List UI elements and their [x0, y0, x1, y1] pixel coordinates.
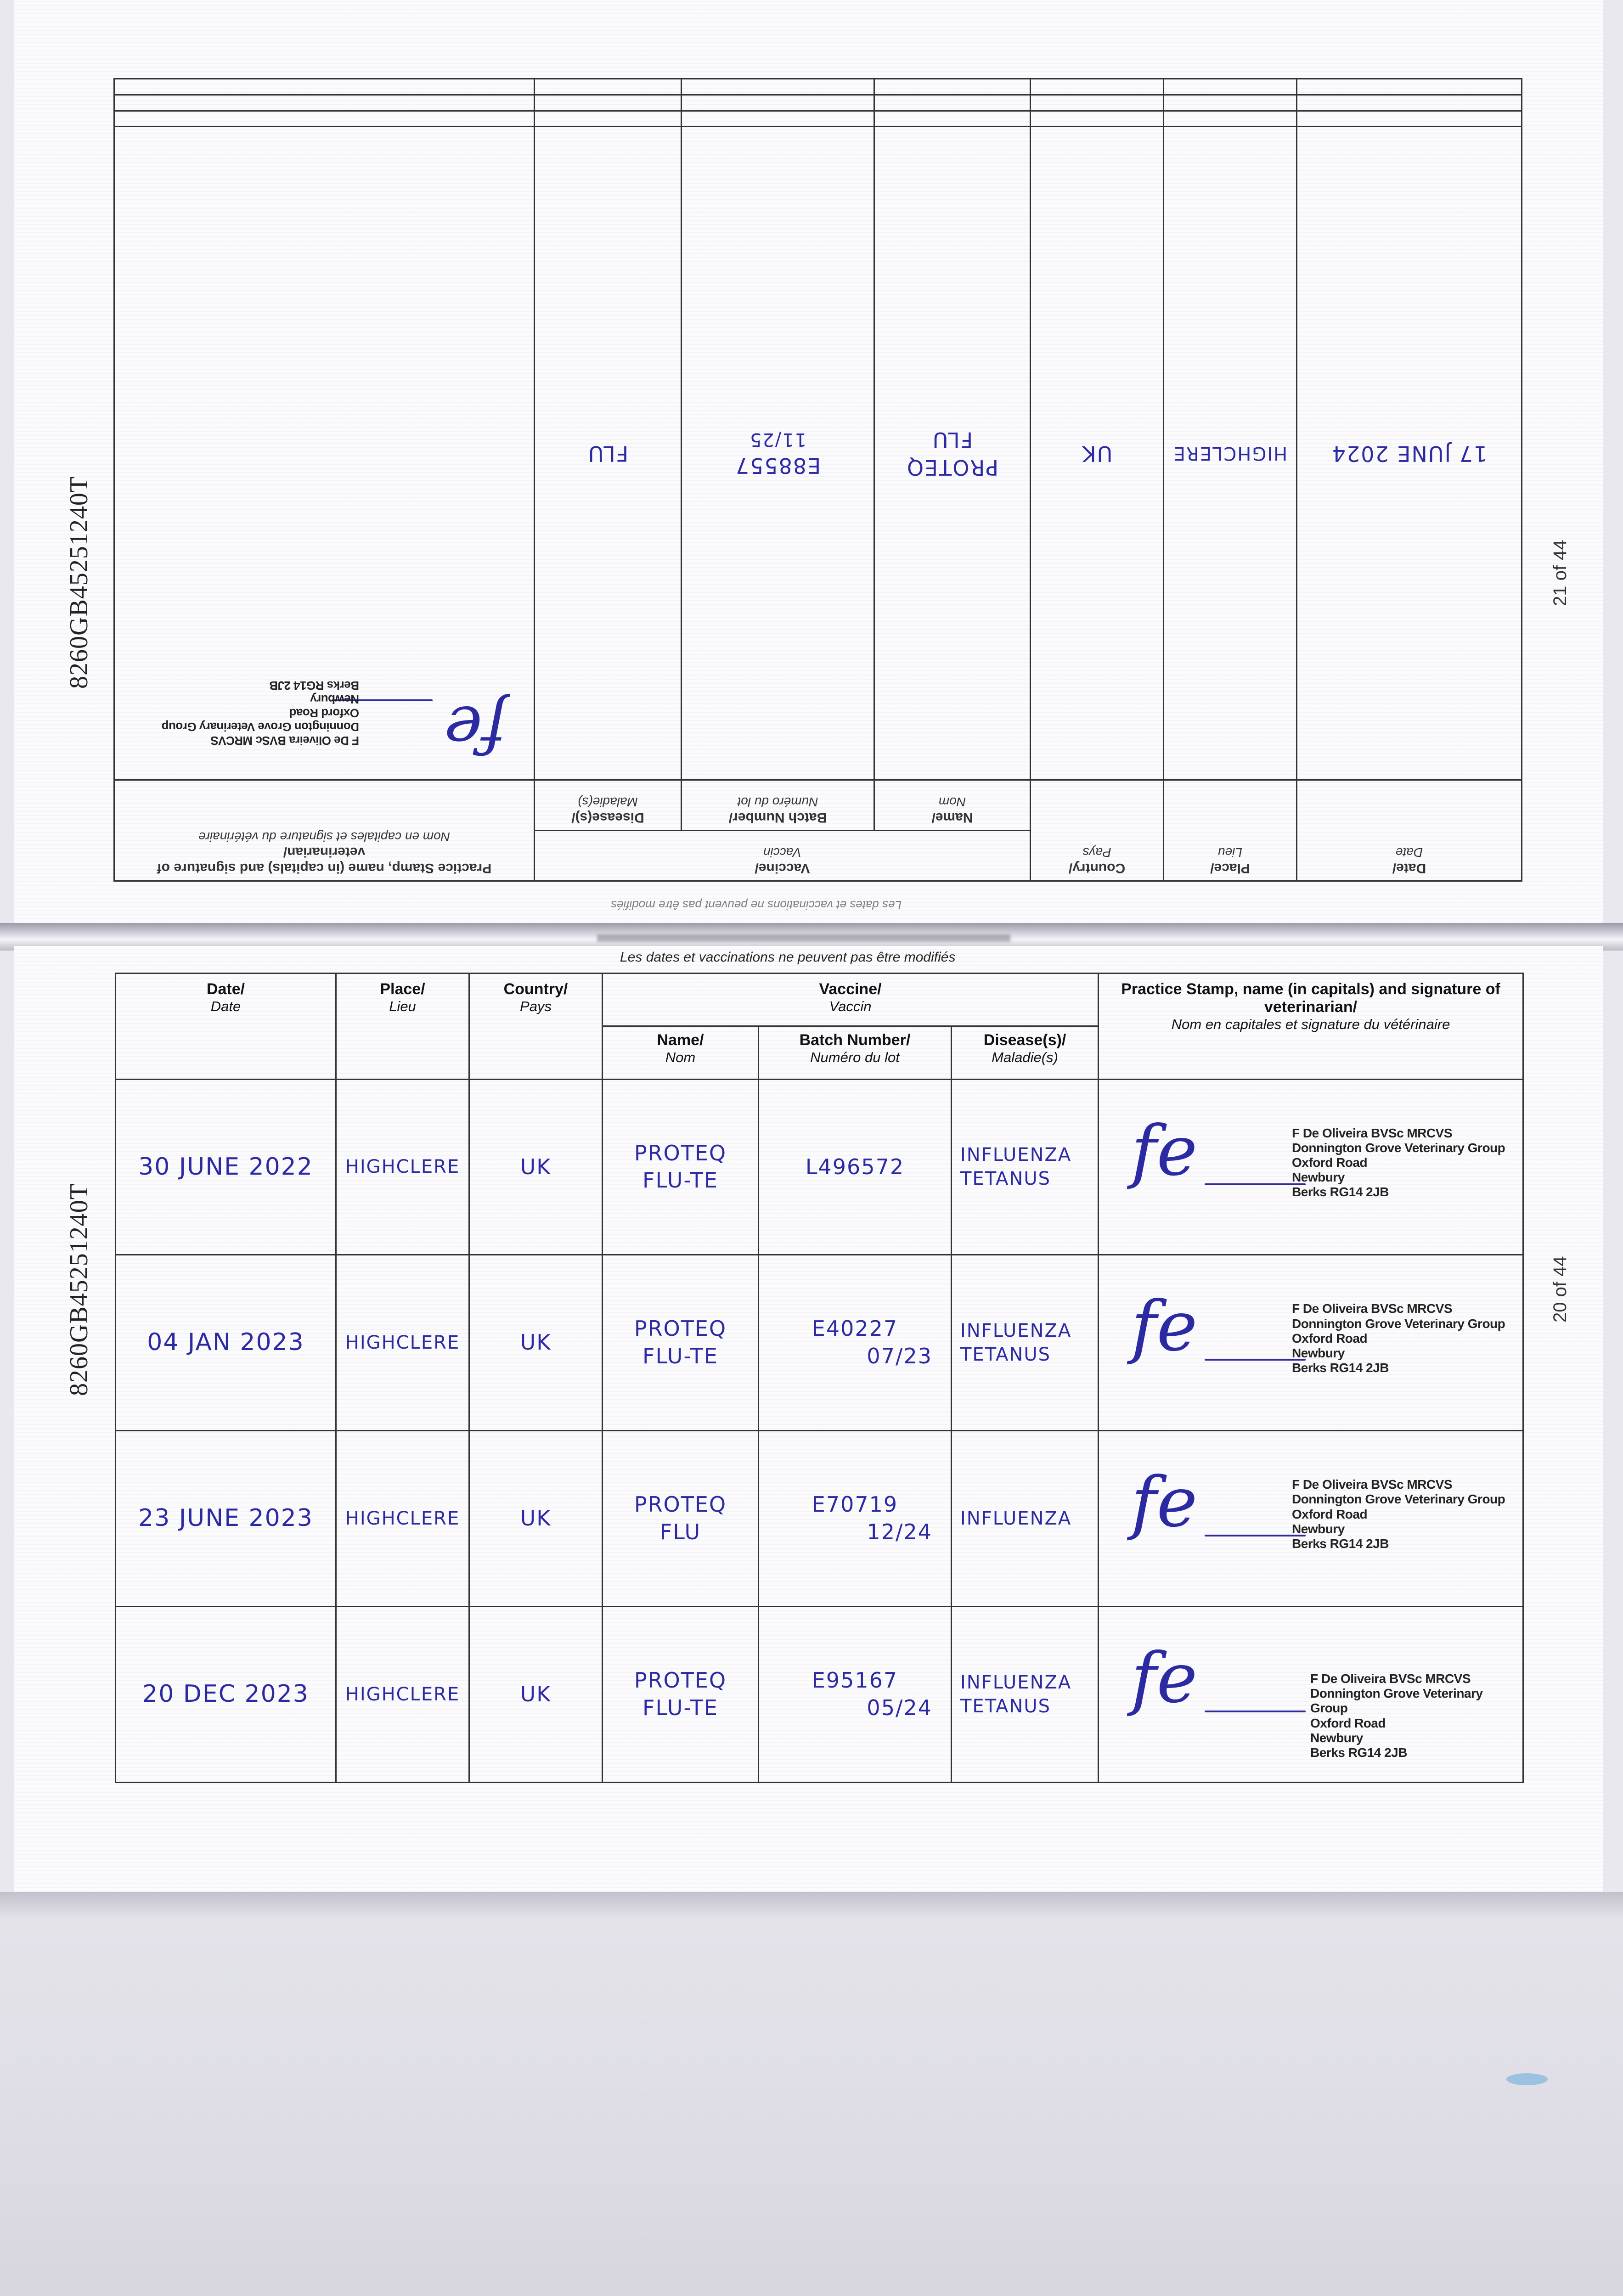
signature-stroke [1205, 1359, 1306, 1361]
cell-vaccine-name: PROTEQ FLU [603, 1431, 759, 1607]
cell-stamp [1099, 1255, 1523, 1431]
cell-vaccine-name: PROTEQ FLU [874, 127, 1031, 780]
header-disease: Disease(s)/ Maladie(s) [952, 1026, 1099, 1079]
cell-stamp [114, 127, 535, 780]
cell-country: UK [469, 1431, 603, 1607]
vaccination-table-page-20 [115, 973, 1524, 1783]
page-number-bottom: 20 of 44 [1550, 1256, 1570, 1322]
vet-signature: fe [1131, 1463, 1198, 1543]
cell-date: 23 JUNE 2023 [116, 1431, 336, 1607]
cell-vaccine-name: PROTEQ FLU-TE [603, 1079, 759, 1255]
vet-signature: fe [1131, 1638, 1198, 1719]
cell-batch-number: E40227 07/23 [759, 1255, 952, 1431]
notice-bottom: Les dates et vaccinations ne peuvent pas être modifiés [620, 950, 956, 965]
signature-stroke [1205, 1711, 1306, 1712]
cell-disease: INFLUENZA TETANUS [952, 1255, 1099, 1431]
cell-batch-number: E70719 12/24 [759, 1431, 952, 1607]
passport-back-cover [0, 1892, 1623, 2296]
header-vaccine: Vaccine/ Vaccin [603, 974, 1099, 1026]
vet-signature: fe [1131, 1287, 1198, 1367]
cell-disease: INFLUENZA [952, 1431, 1099, 1607]
ink-mark [1506, 2073, 1548, 2085]
header-place: Place/ Lieu [1164, 780, 1297, 881]
table-row [116, 1255, 1523, 1431]
table-row [116, 1431, 1523, 1607]
cell-country: UK [469, 1255, 603, 1431]
table-row [114, 79, 1522, 95]
cell-place: HIGHCLERE [336, 1079, 469, 1255]
table-row [116, 1079, 1523, 1255]
cell-disease: FLU [535, 127, 682, 780]
header-batch-number: Batch Number/ Numéro du lot [682, 780, 874, 831]
header-country: Country/ Pays [469, 974, 603, 1080]
cell-disease: INFLUENZA TETANUS [952, 1079, 1099, 1255]
header-stamp: Practice Stamp, name (in capitals) and signature of veterinarian/ Nom en capitales et signature du vétérinaire [1099, 974, 1523, 1080]
page-number-top: 21 of 44 [1550, 540, 1570, 606]
notice-shadow [597, 934, 1010, 942]
cell-country: UK [469, 1607, 603, 1783]
signature-stroke [1205, 1183, 1306, 1185]
cell-date: 04 JAN 2023 [116, 1255, 336, 1431]
cell-batch-number: E88557 11/25 [682, 127, 874, 780]
notice-top: Les dates et vaccinations ne peuvent pas être modifiés [611, 898, 902, 912]
table-row [114, 127, 1522, 780]
cell-date: 17 JUNE 2024 [1297, 127, 1522, 780]
cell-vaccine-name: PROTEQ FLU-TE [603, 1607, 759, 1783]
table-row [114, 95, 1522, 111]
cell-stamp [1099, 1431, 1523, 1607]
header-vaccine: Vaccine/ Vaccin [535, 831, 1031, 881]
cell-stamp [1099, 1079, 1523, 1255]
cell-place: HIGHCLERE [336, 1431, 469, 1607]
header-date: Date/ Date [116, 974, 336, 1080]
passport-number-bottom: 8260GB45251240T [65, 1183, 93, 1396]
vet-signature: fe [444, 692, 506, 766]
cell-country: UK [469, 1079, 603, 1255]
practice-stamp: F De Oliveira BVSc MRCVS Donnington Grove Veterinary Group Oxford Road Newbury Berks RG14 2JB [162, 679, 359, 748]
header-vaccine-name: Name/ Nom [603, 1026, 759, 1079]
cell-batch-number: L496572 [759, 1079, 952, 1255]
practice-stamp: F De Oliveira BVSc MRCVS Donnington Grove Veterinary Group Oxford Road Newbury Berks RG14 2JB [1292, 1125, 1505, 1199]
passport-number-top: 8260GB45251240T [65, 476, 93, 689]
practice-stamp: F De Oliveira BVSc MRCVS Donnington Grove Veterinary Group Oxford Road Newbury Berks RG14 2JB [1292, 1301, 1505, 1375]
cell-batch-number: E95167 05/24 [759, 1607, 952, 1783]
header-disease: Disease(s)/ Maladie(s) [535, 780, 682, 831]
vet-signature: fe [1131, 1111, 1198, 1191]
header-vaccine-name: Name/ Nom [874, 780, 1031, 831]
header-batch-number: Batch Number/ Numéro du lot [759, 1026, 952, 1079]
cell-date: 30 JUNE 2022 [116, 1079, 336, 1255]
header-stamp: Practice Stamp, name (in capitals) and signature of veterinarian/ Nom en capitales et signature du vétérinaire [114, 780, 535, 881]
header-country: Country/ Pays [1031, 780, 1164, 881]
cell-vaccine-name: PROTEQ FLU-TE [603, 1255, 759, 1431]
cell-place: HIGHCLERE [1164, 127, 1297, 780]
cell-disease: INFLUENZA TETANUS [952, 1607, 1099, 1783]
cell-stamp [1099, 1607, 1523, 1783]
practice-stamp: F De Oliveira BVSc MRCVS Donnington Grove Veterinary Group Oxford Road Newbury Berks RG14 2JB [1292, 1477, 1505, 1551]
signature-stroke [1205, 1535, 1306, 1536]
practice-stamp: F De Oliveira BVSc MRCVS Donnington Grove Veterinary Group Oxford Road Newbury Berks RG14 2JB [1310, 1671, 1483, 1760]
cell-place: HIGHCLERE [336, 1607, 469, 1783]
cell-place: HIGHCLERE [336, 1255, 469, 1431]
table-row [114, 111, 1522, 127]
cell-date: 20 DEC 2023 [116, 1607, 336, 1783]
header-date: Date/ Date [1297, 780, 1522, 881]
vaccination-table-page-21 [115, 78, 1522, 882]
table-row [116, 1607, 1523, 1783]
cell-country: UK [1031, 127, 1164, 780]
header-place: Place/ Lieu [336, 974, 469, 1080]
